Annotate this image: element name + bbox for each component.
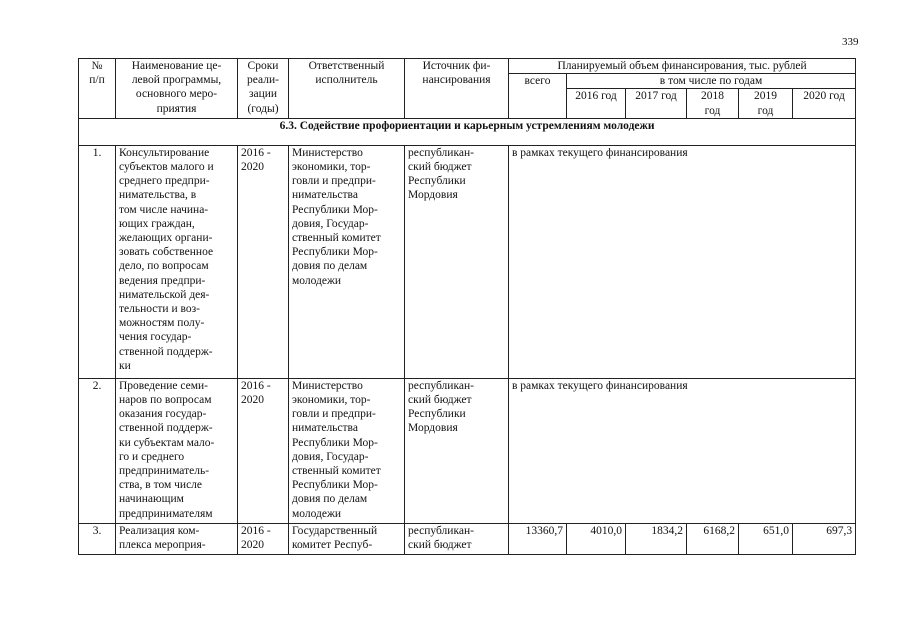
row-terms: 2016 - 2020 <box>238 378 289 523</box>
financing-table <box>78 58 856 555</box>
header-by-years: в том числе по годам <box>567 74 856 89</box>
row-name: Реализация ком- плекса мероприя- <box>116 523 238 554</box>
row-name: Консультирование субъектов малого и среднего предпри- нимательства, в том числе начина- ющих граждан, желающих органи- зовать собственное дело, по вопросам ведения предпри- нимательской дея- тельности и воз- можностям полу- чения государ- ственной поддерж- ки <box>116 145 238 378</box>
table-row <box>79 378 856 523</box>
row-2020: 697,3 <box>793 523 856 554</box>
header-year-2017: 2017 год <box>626 89 687 118</box>
row-source: республикан- ский бюджет <box>405 523 509 554</box>
row-funding: в рамках текущего финансирования <box>509 378 856 523</box>
header-year-2020: 2020 год <box>793 89 856 118</box>
page-number: 339 <box>842 36 859 48</box>
table-row <box>79 523 856 554</box>
row-funding: в рамках текущего финансирования <box>509 145 856 378</box>
row-name: Проведение семи- наров по вопросам оказания государ- ственной поддерж- ки субъектам мало- го и среднего предприниматель- ства, в том числе начинающим предпринимателям <box>116 378 238 523</box>
header-name: Наименование це- левой программы, основного меро- приятия <box>116 59 238 119</box>
row-num: 1. <box>79 145 116 378</box>
row-2016: 4010,0 <box>567 523 626 554</box>
row-num: 3. <box>79 523 116 554</box>
row-terms: 2016 - 2020 <box>238 523 289 554</box>
header-planned: Планируемый объем финансирования, тыс. рублей <box>509 59 856 74</box>
row-executor: Министерство экономики, тор- говли и предпри- нимательства Республики Мор- довия, Государ- ственный комитет Республики Мор- довия по делам молодежи <box>289 145 405 378</box>
header-executor: Ответственный исполнитель <box>289 59 405 119</box>
header-terms: Сроки реали- зации (годы) <box>238 59 289 119</box>
header-num: № п/п <box>79 59 116 119</box>
row-num: 2. <box>79 378 116 523</box>
row-2017: 1834,2 <box>626 523 687 554</box>
row-total: 13360,7 <box>509 523 567 554</box>
header-row <box>79 59 856 74</box>
header-total: всего <box>509 74 567 119</box>
row-source: республикан- ский бюджет Республики Мордовия <box>405 378 509 523</box>
row-terms: 2016 - 2020 <box>238 145 289 378</box>
row-source: республикан- ский бюджет Республики Мордовия <box>405 145 509 378</box>
section-title: 6.3. Содействие профориентации и карьерным устремлениям молодежи <box>79 118 856 145</box>
row-2018: 6168,2 <box>687 523 739 554</box>
section-row <box>79 118 856 145</box>
header-source: Источник фи- нансирования <box>405 59 509 119</box>
row-executor: Государственный комитет Респуб- <box>289 523 405 554</box>
header-year-2018: 2018 год <box>687 89 739 118</box>
header-year-2019: 2019 год <box>739 89 793 118</box>
row-2019: 651,0 <box>739 523 793 554</box>
header-year-2016: 2016 год <box>567 89 626 118</box>
row-executor: Министерство экономики, тор- говли и предпри- нимательства Республики Мор- довия, Государ- ственный комитет Республики Мор- довия по делам молодежи <box>289 378 405 523</box>
table-row <box>79 145 856 378</box>
